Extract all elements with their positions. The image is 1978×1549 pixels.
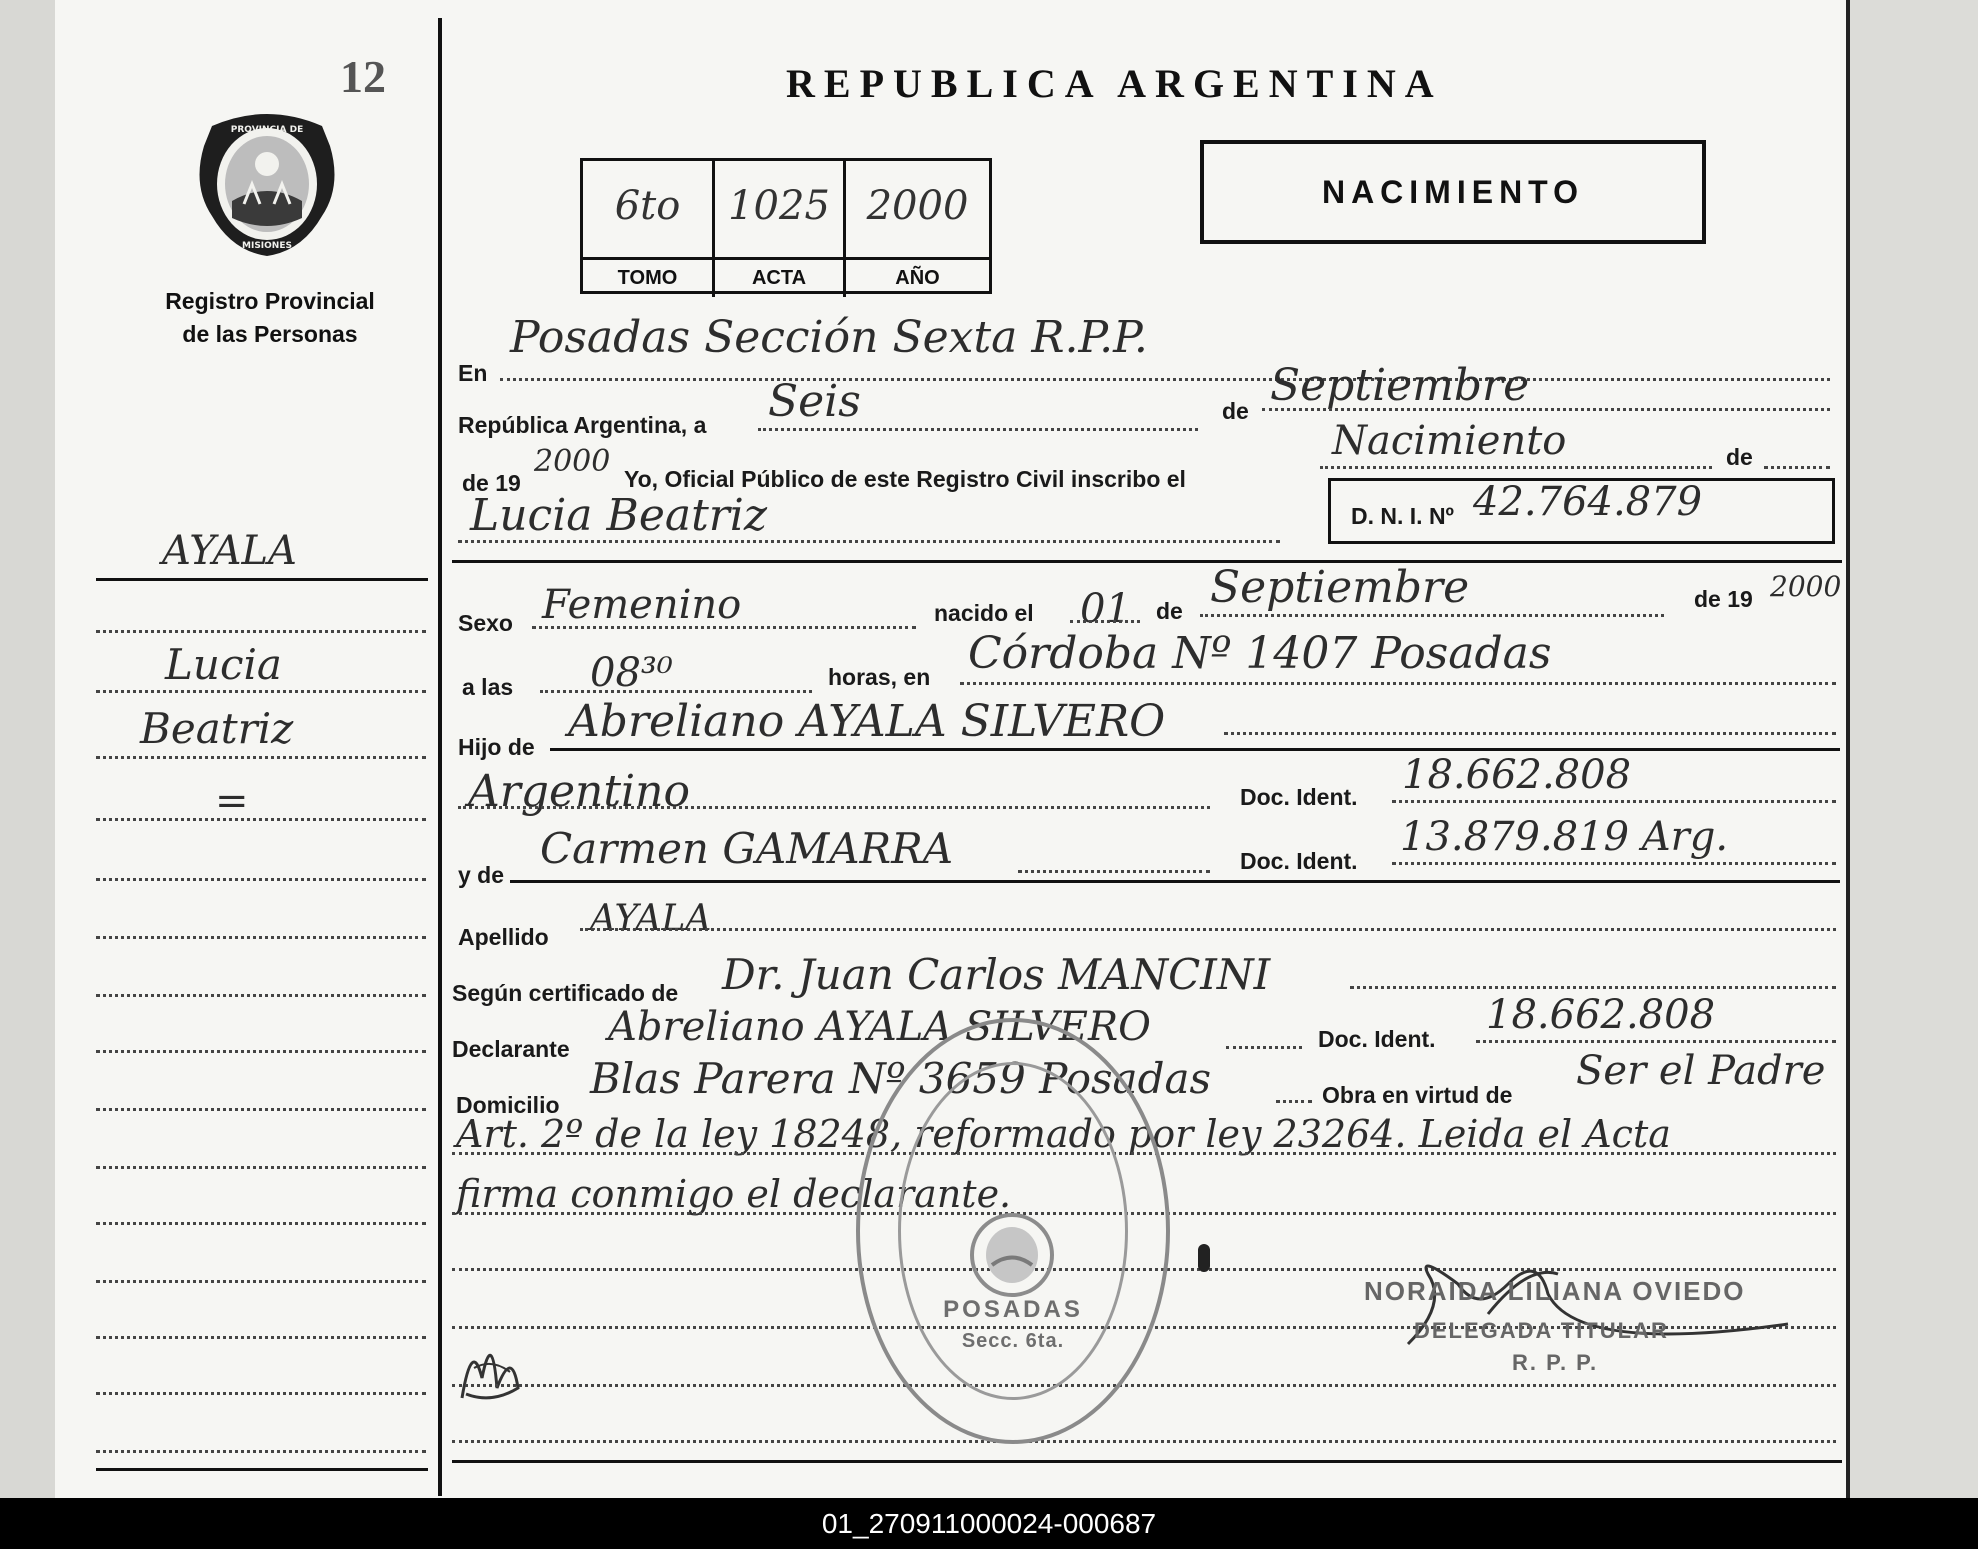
- margin-line: [96, 1336, 426, 1339]
- year-prefix-label: de 19: [462, 470, 521, 496]
- declarant-doc-value: 18.662.808: [1486, 992, 1716, 1038]
- father-doc-value: 18.662.808: [1402, 752, 1632, 798]
- province-seal-icon: [192, 106, 342, 258]
- birth-month-line: [1200, 614, 1664, 617]
- margin-line: [96, 1166, 426, 1169]
- sex-line: [532, 626, 916, 629]
- margin-line: [96, 1108, 426, 1111]
- month-line: [1262, 408, 1830, 411]
- place-line: [500, 378, 1830, 381]
- registry-line-1: Registro Provincial: [165, 288, 375, 314]
- margin-line: [96, 630, 426, 633]
- margin-initials-signature: [452, 1318, 532, 1415]
- day-value: Seis: [768, 376, 861, 427]
- ink-smudge: [1198, 1244, 1210, 1272]
- tomo-cell: [583, 161, 715, 297]
- anio-value: 2000: [866, 183, 969, 229]
- anio-label: AÑO: [846, 257, 989, 300]
- father-nationality-line: [458, 806, 1210, 809]
- birth-month-value: Septiembre: [1210, 562, 1470, 613]
- blank-rule: [452, 1440, 1836, 1443]
- margin-line: [96, 1222, 426, 1225]
- record-type-box: NACIMIENTO: [1200, 140, 1706, 244]
- father-name-line: [1224, 732, 1836, 735]
- mother-doc-line: [1392, 862, 1836, 865]
- surname-value: AYALA: [590, 898, 712, 939]
- stamp-section: Secc. 6ta.: [961, 1330, 1065, 1352]
- margin-line: [96, 1280, 426, 1283]
- birth-year-value: 2000: [1770, 570, 1842, 603]
- officer-statement: Yo, Oficial Público de este Registro Civil inscribo el: [624, 466, 1186, 492]
- time-line: [540, 690, 812, 693]
- seal-bottom-text: MISIONES: [242, 241, 292, 251]
- seal-top-text: PROVINCIA DE: [230, 125, 304, 135]
- birth-place-value: Córdoba Nº 1407 Posadas: [968, 628, 1552, 679]
- birth-place-line: [960, 682, 1836, 685]
- signer-name: NORAIDA LILIANA OVIEDO: [1364, 1276, 1746, 1306]
- declarant-label: Declarante: [452, 1036, 570, 1062]
- address-value: Blas Parera Nº 3659 Posadas: [590, 1054, 1212, 1103]
- father-doc-line: [1392, 800, 1836, 803]
- year-value: 2000: [534, 444, 611, 479]
- born-label: nacido el: [934, 600, 1034, 626]
- declarant-doc-label: Doc. Ident.: [1318, 1026, 1436, 1052]
- margin-surname: AYALA: [162, 528, 297, 574]
- margin-line: [96, 756, 426, 759]
- republica-label: República Argentina, a: [458, 412, 707, 438]
- father-nationality-value: Argentino: [468, 766, 690, 817]
- mother-rule: [510, 880, 1840, 883]
- dni-value: 42.764.879: [1473, 479, 1703, 525]
- declarant-doc-line: [1476, 1040, 1836, 1043]
- margin-surname-rule: [96, 578, 428, 581]
- birth-day-value: 01: [1080, 586, 1131, 632]
- registry-line-2: de las Personas: [182, 321, 358, 347]
- margin-line: [96, 878, 426, 881]
- father-name-value: Abreliano AYALA SILVERO: [568, 696, 1166, 747]
- margin-equals-mark: =: [215, 778, 249, 824]
- registry-name: [120, 285, 420, 351]
- father-rule: [550, 748, 1840, 751]
- observation-line-1: Art. 2º de la ley 18248, reformado por ley 23264. Leida el Acta: [456, 1112, 1671, 1156]
- document-title: REPUBLICA ARGENTINA: [786, 61, 1443, 106]
- margin-bottom-rule: [96, 1468, 428, 1471]
- name-line: [458, 540, 1280, 543]
- acta-label: ACTA: [715, 257, 843, 300]
- margin-line: [96, 1392, 426, 1395]
- bottom-rule: [452, 1460, 1842, 1463]
- hours-at-label: horas, en: [828, 664, 931, 690]
- signer-office: R. P. P.: [1512, 1350, 1599, 1375]
- stamp-city: POSADAS: [943, 1296, 1083, 1323]
- acta-value: 1025: [728, 183, 830, 229]
- dni-label: D. N. I. Nº: [1351, 503, 1454, 529]
- volume-record-year-box: [580, 158, 992, 294]
- en-label: En: [458, 360, 488, 386]
- father-doc-label: Doc. Ident.: [1240, 784, 1358, 810]
- month-value: Septiembre: [1270, 360, 1530, 411]
- page-number: 12: [340, 51, 386, 102]
- mother-doc-value: 13.879.819 Arg.: [1400, 814, 1729, 860]
- margin-line: [96, 936, 426, 939]
- surname-line: [580, 928, 1836, 931]
- birth-year-prefix: de 19: [1694, 586, 1753, 612]
- sex-value: Femenino: [542, 582, 742, 628]
- stamp-emblem-icon: [962, 1210, 1062, 1305]
- page-edge-left: [0, 0, 55, 1498]
- margin-line: [96, 690, 426, 693]
- certificate-line: [1350, 986, 1836, 989]
- day-line: [758, 428, 1198, 431]
- tomo-label: TOMO: [583, 257, 712, 300]
- address-label: Domicilio: [456, 1092, 560, 1118]
- by-virtue-value: Ser el Padre: [1576, 1048, 1826, 1094]
- inscription-line-end: [1764, 466, 1830, 469]
- child-of-label: Hijo de: [458, 734, 535, 760]
- anio-cell: [846, 161, 989, 297]
- margin-given-name-1: Lucia: [165, 640, 282, 689]
- section-rule: [452, 560, 1842, 563]
- by-virtue-label: Obra en virtud de: [1322, 1082, 1513, 1108]
- mother-doc-label: Doc. Ident.: [1240, 848, 1358, 874]
- inscription-line: [1320, 466, 1712, 469]
- signer-role: DELEGADA TITULAR: [1414, 1318, 1669, 1343]
- certificate-label: Según certificado de: [452, 980, 679, 1006]
- margin-line: [96, 994, 426, 997]
- inscription-type-value: Nacimiento: [1332, 418, 1567, 464]
- and-of-label: y de: [458, 862, 505, 888]
- margin-given-name-2: Beatriz: [140, 704, 294, 753]
- de-label-3: de: [1156, 598, 1183, 624]
- certificate-doctor-value: Dr. Juan Carlos MANCINI: [722, 950, 1271, 999]
- declarant-name-line: [1226, 1046, 1302, 1049]
- place-value: Posadas Sección Sexta R.P.P.: [510, 312, 1148, 363]
- page-edge-right: [1850, 0, 1978, 1498]
- margin-line: [96, 1050, 426, 1053]
- de-label-2: de: [1726, 444, 1753, 470]
- mother-name-line: [1018, 870, 1210, 873]
- margin-divider: [438, 18, 442, 1496]
- de-label: de: [1222, 398, 1249, 424]
- registered-name-value: Lucia Beatriz: [470, 490, 768, 541]
- image-caption: 01_270911000024-000687: [0, 1498, 1978, 1549]
- surname-label: Apellido: [458, 924, 549, 950]
- dni-box: [1328, 478, 1835, 544]
- mother-name-value: Carmen GAMARRA: [540, 824, 954, 873]
- sex-label: Sexo: [458, 610, 513, 636]
- birth-time-value: 08³⁰: [590, 650, 673, 696]
- time-label: a las: [462, 674, 514, 700]
- birth-day-line: [1070, 620, 1140, 623]
- address-line: [1276, 1100, 1312, 1103]
- acta-cell: [715, 161, 846, 297]
- observation-line-2: firma conmigo el declarante.: [456, 1172, 1012, 1216]
- tomo-value: 6to: [614, 183, 681, 229]
- blank-rule: [452, 1384, 1836, 1387]
- declarant-name-value: Abreliano AYALA SILVERO: [608, 1004, 1151, 1050]
- margin-line: [96, 1450, 426, 1453]
- margin-line: [96, 818, 426, 821]
